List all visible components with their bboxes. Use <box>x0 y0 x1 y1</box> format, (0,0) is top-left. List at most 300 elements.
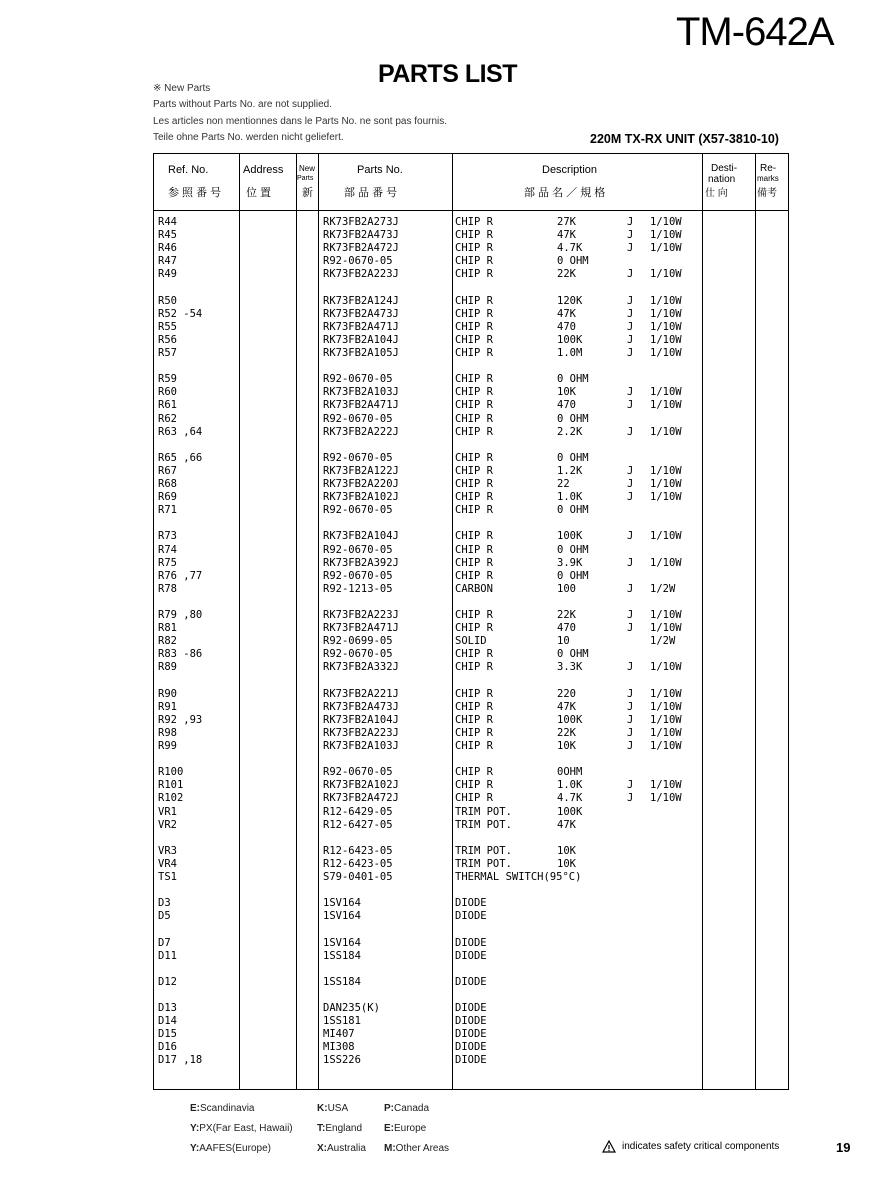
cell-rating: 1/10W <box>650 294 682 307</box>
cell-ref: R76 ,77 <box>158 569 203 582</box>
table-row <box>154 1002 790 1015</box>
table-row <box>154 570 790 583</box>
cell-desc: CHIP R <box>455 792 493 805</box>
cell-tol: J <box>627 307 634 320</box>
cell-val: 220 <box>557 687 576 700</box>
cell-val: 0 OHM <box>557 412 589 425</box>
cell-pn: RK73FB2A472J <box>323 242 399 255</box>
cell-ref: R65 ,66 <box>158 451 203 464</box>
cell-ref: R62 <box>158 412 177 425</box>
cell-ref: R90 <box>158 687 177 700</box>
cell-val: 0 OHM <box>557 569 589 582</box>
cell-pn: RK73FB2A104J <box>323 713 399 726</box>
model-name: TM-642A <box>676 10 834 54</box>
cell-val: 470 <box>557 399 576 412</box>
cell-rating: 1/10W <box>650 740 682 752</box>
cell-pn: RK73FB2A104J <box>323 333 399 346</box>
cell-desc: CHIP R <box>455 661 493 674</box>
cell-val: 1.0K <box>557 779 583 792</box>
cell-pn: RK73FB2A332J <box>323 661 399 674</box>
cell-ref: R81 <box>158 622 177 635</box>
cell-desc: DIODE <box>455 1015 487 1028</box>
cell-ref: R60 <box>158 386 177 399</box>
cell-desc: TRIM POT. <box>455 805 512 818</box>
cell-val: 1.2K <box>557 464 583 477</box>
cell-ref: R79 ,80 <box>158 609 203 621</box>
cell-pn: R92-1213-05 <box>323 582 393 595</box>
cell-pn: R92-0670-05 <box>323 543 393 556</box>
cell-tol: J <box>627 399 634 412</box>
legend-label: Other Areas <box>395 1143 450 1154</box>
cell-rating: 1/10W <box>650 216 682 228</box>
cell-rating: 1/10W <box>650 556 682 569</box>
legend-code: X: <box>317 1143 327 1154</box>
table-row <box>154 622 790 635</box>
legend-label: AAFES(Europe) <box>199 1143 271 1154</box>
cell-ref: R44 <box>158 216 177 228</box>
header-destination-jp: 仕 向 <box>705 188 728 199</box>
header-ref: Ref. No. <box>168 164 209 176</box>
cell-ref: R69 <box>158 491 177 504</box>
cell-pn: RK73FB2A104J <box>323 530 399 543</box>
cell-desc: CHIP R <box>455 491 493 504</box>
cell-pn: R12-6423-05 <box>323 844 393 857</box>
cell-ref: R99 <box>158 740 177 752</box>
cell-pn: DAN235(K) <box>323 1002 380 1014</box>
cell-pn: 1SV164 <box>323 910 361 923</box>
cell-desc: CHIP R <box>455 556 493 569</box>
cell-ref: R74 <box>158 543 177 556</box>
note-de: Teile ohne Parts No. werden nicht geliefert. <box>153 132 344 143</box>
legend-code: Y: <box>190 1143 200 1154</box>
cell-ref: R45 <box>158 229 177 242</box>
header-new-jp: 新 <box>302 187 313 199</box>
cell-pn: R92-0670-05 <box>323 766 393 779</box>
cell-ref: VR3 <box>158 844 177 857</box>
cell-ref: R78 <box>158 582 177 595</box>
cell-ref: VR1 <box>158 805 177 818</box>
cell-val: 10K <box>557 857 576 870</box>
note-fr: Les articles non mentionnes dans le Parts No. ne sont pas fournis. <box>153 116 448 127</box>
cell-tol: J <box>627 478 634 490</box>
table-row <box>154 504 790 517</box>
cell-val: 0 OHM <box>557 648 589 661</box>
cell-tol: J <box>627 347 634 359</box>
cell-ref: D13 <box>158 1002 177 1014</box>
table-row <box>154 858 790 871</box>
cell-desc: CHIP R <box>455 412 493 425</box>
table-row <box>154 1041 790 1054</box>
table-row <box>154 937 790 950</box>
cell-pn: R12-6423-05 <box>323 857 393 870</box>
cell-tol: J <box>627 609 634 621</box>
header-address-jp: 位 置 <box>246 187 272 199</box>
cell-desc: DIODE <box>455 1028 487 1041</box>
cell-rating: 1/2W <box>650 582 676 595</box>
table-row <box>154 530 790 543</box>
cell-val: 2.2K <box>557 425 583 438</box>
legend-label: Europe <box>394 1123 427 1134</box>
table-row <box>154 478 790 491</box>
cell-pn: RK73FB2A220J <box>323 478 399 490</box>
cell-rating: 1/10W <box>650 478 682 490</box>
cell-tol: J <box>627 216 634 228</box>
cell-val: 0 OHM <box>557 255 589 268</box>
cell-desc: CHIP R <box>455 268 493 281</box>
cell-ref: R49 <box>158 268 177 281</box>
cell-ref: R91 <box>158 700 177 713</box>
table-row <box>154 779 790 792</box>
legend-code: E: <box>190 1103 200 1114</box>
cell-rating: 1/10W <box>650 713 682 726</box>
cell-ref: R57 <box>158 347 177 359</box>
cell-pn: RK73FB2A471J <box>323 399 399 412</box>
cell-rating: 1/10W <box>650 464 682 477</box>
cell-desc: CHIP R <box>455 464 493 477</box>
cell-ref: VR4 <box>158 857 177 870</box>
cell-pn: RK73FB2A221J <box>323 687 399 700</box>
cell-desc: CHIP R <box>455 609 493 621</box>
cell-desc: DIODE <box>455 1041 487 1054</box>
table-row <box>154 806 790 819</box>
cell-pn: RK73FB2A471J <box>323 320 399 333</box>
cell-desc: CHIP R <box>455 530 493 543</box>
table-row <box>154 714 790 727</box>
cell-val: 22K <box>557 609 576 621</box>
cell-ref: R52 -54 <box>158 307 203 320</box>
cell-ref: D3 <box>158 897 171 910</box>
table-row <box>154 845 790 858</box>
table-row <box>154 386 790 399</box>
cell-rating: 1/2W <box>650 635 676 648</box>
table-row <box>154 792 790 805</box>
cell-ref: TS1 <box>158 871 177 883</box>
cell-desc: DIODE <box>455 897 487 910</box>
table-row <box>154 229 790 242</box>
cell-tol: J <box>627 792 634 805</box>
cell-val: 10K <box>557 844 576 857</box>
cell-val: 22K <box>557 726 576 739</box>
cell-desc: CHIP R <box>455 569 493 582</box>
cell-desc: CHIP R <box>455 294 493 307</box>
legend-code: Y: <box>190 1123 200 1134</box>
cell-ref: R101 <box>158 779 184 792</box>
cell-pn: RK73FB2A223J <box>323 609 399 621</box>
table-row <box>154 255 790 268</box>
header-ref-jp: 参 照 番 号 <box>168 187 222 199</box>
cell-desc: CHIP R <box>455 229 493 242</box>
cell-desc: CHIP R <box>455 740 493 752</box>
cell-tol: J <box>627 556 634 569</box>
table-row <box>154 413 790 426</box>
cell-rating: 1/10W <box>650 242 682 255</box>
cell-pn: R92-0670-05 <box>323 504 393 517</box>
cell-rating: 1/10W <box>650 792 682 805</box>
table-row <box>154 1015 790 1028</box>
cell-tol: J <box>627 464 634 477</box>
cell-val: 100 <box>557 582 576 595</box>
safety-text: indicates safety critical components <box>622 1141 780 1152</box>
header-parts-no: Parts No. <box>357 164 403 176</box>
cell-desc: CHIP R <box>455 451 493 464</box>
cell-pn: R92-0699-05 <box>323 635 393 648</box>
cell-ref: R63 ,64 <box>158 425 203 438</box>
cell-desc: CHIP R <box>455 347 493 359</box>
cell-ref: R67 <box>158 464 177 477</box>
cell-pn: 1SS226 <box>323 1054 361 1067</box>
table-row <box>154 347 790 360</box>
cell-desc: CHIP R <box>455 478 493 490</box>
cell-pn: R92-0670-05 <box>323 569 393 582</box>
cell-rating: 1/10W <box>650 661 682 674</box>
cell-ref: R82 <box>158 635 177 648</box>
cell-desc: DIODE <box>455 1002 487 1014</box>
legend-label: Scandinavia <box>200 1103 255 1114</box>
cell-desc: CHIP R <box>455 320 493 333</box>
cell-ref: D5 <box>158 910 171 923</box>
legend-label: USA <box>327 1103 349 1114</box>
cell-desc: TRIM POT. <box>455 857 512 870</box>
cell-val: 0 OHM <box>557 451 589 464</box>
cell-ref: R47 <box>158 255 177 268</box>
table-row <box>154 452 790 465</box>
note-new-parts: ※ New Parts <box>153 83 211 94</box>
cell-desc: CHIP R <box>455 399 493 412</box>
cell-ref: R100 <box>158 766 184 779</box>
cell-pn: MI308 <box>323 1041 355 1054</box>
legend-code: P: <box>384 1103 394 1114</box>
cell-tol: J <box>627 333 634 346</box>
table-row <box>154 897 790 910</box>
cell-desc: CHIP R <box>455 543 493 556</box>
cell-ref: D14 <box>158 1015 177 1028</box>
cell-val: 1.0K <box>557 491 583 504</box>
table-row <box>154 334 790 347</box>
cell-desc: CHIP R <box>455 713 493 726</box>
cell-pn: MI407 <box>323 1028 355 1041</box>
cell-pn: RK73FB2A473J <box>323 307 399 320</box>
cell-desc: CHIP R <box>455 766 493 779</box>
legend-label: PX(Far East, Hawaii) <box>199 1123 293 1134</box>
cell-tol: J <box>627 294 634 307</box>
cell-desc: THERMAL SWITCH(95°C) <box>455 871 582 883</box>
cell-pn: RK73FB2A103J <box>323 386 399 399</box>
cell-pn: RK73FB2A273J <box>323 216 399 228</box>
cell-val: 47K <box>557 700 576 713</box>
parts-table <box>153 153 789 1090</box>
cell-pn: 1SS181 <box>323 1015 361 1028</box>
cell-val: 47K <box>557 307 576 320</box>
cell-desc: TRIM POT. <box>455 818 512 831</box>
table-row <box>154 557 790 570</box>
cell-rating: 1/10W <box>650 491 682 504</box>
cell-desc: CHIP R <box>455 726 493 739</box>
cell-val: 3.9K <box>557 556 583 569</box>
cell-desc: DIODE <box>455 1054 487 1067</box>
cell-ref: R55 <box>158 320 177 333</box>
table-row <box>154 1054 790 1067</box>
table-row <box>154 727 790 740</box>
table-row <box>154 373 790 386</box>
cell-pn: R92-0670-05 <box>323 255 393 268</box>
table-row <box>154 635 790 648</box>
table-row <box>154 1081 790 1094</box>
cell-val: 4.7K <box>557 792 583 805</box>
cell-tol: J <box>627 229 634 242</box>
cell-tol: J <box>627 530 634 543</box>
cell-val: 100K <box>557 713 583 726</box>
table-row <box>154 766 790 779</box>
header-remarks: Re- <box>760 163 777 174</box>
cell-ref: R83 -86 <box>158 648 203 661</box>
legend-label: Australia <box>327 1143 366 1154</box>
legend-label: Canada <box>394 1103 430 1114</box>
cell-ref: D15 <box>158 1028 177 1041</box>
cell-val: 47K <box>557 818 576 831</box>
cell-rating: 1/10W <box>650 229 682 242</box>
table-row <box>154 268 790 281</box>
table-row <box>154 819 790 832</box>
cell-val: 22K <box>557 268 576 281</box>
legend-code: K: <box>317 1103 328 1114</box>
cell-tol: J <box>627 491 634 504</box>
cell-tol: J <box>627 740 634 752</box>
header-description-jp: 部 品 名 ／ 規 格 <box>524 187 606 199</box>
cell-desc: CHIP R <box>455 255 493 268</box>
header-parts-no-jp: 部 品 番 号 <box>344 187 398 199</box>
table-row <box>154 648 790 661</box>
table-row <box>154 491 790 504</box>
table-row <box>154 399 790 412</box>
cell-desc: CHIP R <box>455 687 493 700</box>
legend-label: England <box>325 1123 363 1134</box>
cell-desc: TRIM POT. <box>455 844 512 857</box>
cell-val: 100K <box>557 530 583 543</box>
table-row <box>154 242 790 255</box>
cell-pn: R92-0670-05 <box>323 648 393 661</box>
cell-pn: RK73FB2A105J <box>323 347 399 359</box>
cell-rating: 1/10W <box>650 687 682 700</box>
cell-pn: R92-0670-05 <box>323 412 393 425</box>
cell-tol: J <box>627 268 634 281</box>
table-row <box>154 295 790 308</box>
cell-tol: J <box>627 700 634 713</box>
cell-rating: 1/10W <box>650 386 682 399</box>
cell-rating: 1/10W <box>650 268 682 281</box>
cell-desc: CHIP R <box>455 779 493 792</box>
cell-desc: CHIP R <box>455 622 493 635</box>
cell-rating: 1/10W <box>650 307 682 320</box>
cell-val: 27K <box>557 216 576 228</box>
cell-rating: 1/10W <box>650 425 682 438</box>
cell-val: 1.0M <box>557 347 583 359</box>
table-row <box>154 701 790 714</box>
legend-code: E: <box>384 1123 394 1134</box>
cell-rating: 1/10W <box>650 333 682 346</box>
cell-val: 22 <box>557 478 570 490</box>
cell-ref: D7 <box>158 936 171 949</box>
cell-tol: J <box>627 320 634 333</box>
cell-tol: J <box>627 425 634 438</box>
cell-tol: J <box>627 242 634 255</box>
cell-pn: RK73FB2A122J <box>323 464 399 477</box>
table-row <box>154 740 790 753</box>
cell-pn: RK73FB2A102J <box>323 779 399 792</box>
cell-val: 3.3K <box>557 661 583 674</box>
cell-desc: CHIP R <box>455 700 493 713</box>
table-row <box>154 544 790 557</box>
cell-tol: J <box>627 582 634 595</box>
cell-desc: CHIP R <box>455 504 493 517</box>
cell-pn: R12-6427-05 <box>323 818 393 831</box>
table-row <box>154 308 790 321</box>
cell-pn: R92-0670-05 <box>323 451 393 464</box>
cell-ref: R61 <box>158 399 177 412</box>
cell-ref: R73 <box>158 530 177 543</box>
cell-rating: 1/10W <box>650 700 682 713</box>
cell-desc: DIODE <box>455 936 487 949</box>
cell-desc: CHIP R <box>455 333 493 346</box>
table-row <box>154 976 790 989</box>
cell-val: 10K <box>557 740 576 752</box>
cell-val: 0 OHM <box>557 543 589 556</box>
cell-rating: 1/10W <box>650 622 682 635</box>
cell-rating: 1/10W <box>650 347 682 359</box>
cell-tol: J <box>627 622 634 635</box>
cell-ref: R71 <box>158 504 177 517</box>
cell-desc: CHIP R <box>455 242 493 255</box>
cell-ref: VR2 <box>158 818 177 831</box>
cell-pn: RK73FB2A471J <box>323 622 399 635</box>
header-divider <box>154 210 788 211</box>
cell-val: 10K <box>557 386 576 399</box>
cell-ref: D16 <box>158 1041 177 1054</box>
safety-note <box>602 1140 779 1153</box>
cell-rating: 1/10W <box>650 779 682 792</box>
cell-tol: J <box>627 386 634 399</box>
header-new: New <box>299 164 316 173</box>
cell-ref: D17 ,18 <box>158 1054 203 1067</box>
cell-pn: RK73FB2A124J <box>323 294 399 307</box>
cell-val: 10 <box>557 635 570 648</box>
cell-desc: DIODE <box>455 949 487 962</box>
cell-tol: J <box>627 713 634 726</box>
legend-code: T: <box>317 1123 326 1134</box>
unit-title: 220M TX-RX UNIT (X57-3810-10) <box>590 132 779 146</box>
cell-pn: R12-6429-05 <box>323 805 393 818</box>
table-row <box>154 688 790 701</box>
cell-desc: CHIP R <box>455 386 493 399</box>
cell-ref: R92 ,93 <box>158 713 203 726</box>
note-en: Parts without Parts No. are not supplied. <box>153 99 332 110</box>
table-row <box>154 583 790 596</box>
cell-val: 100K <box>557 333 583 346</box>
cell-tol: J <box>627 661 634 674</box>
cell-desc: SOLID <box>455 635 487 648</box>
table-row <box>154 661 790 674</box>
page-title: PARTS LIST <box>378 60 517 88</box>
cell-desc: CHIP R <box>455 648 493 661</box>
cell-desc: CARBON <box>455 582 493 595</box>
cell-pn: RK73FB2A472J <box>323 792 399 805</box>
cell-pn: 1SV164 <box>323 897 361 910</box>
cell-pn: RK73FB2A103J <box>323 740 399 752</box>
header-description: Description <box>542 164 598 176</box>
cell-ref: R59 <box>158 373 177 386</box>
cell-ref: R98 <box>158 726 177 739</box>
cell-ref: R89 <box>158 661 177 674</box>
cell-ref: R50 <box>158 294 177 307</box>
